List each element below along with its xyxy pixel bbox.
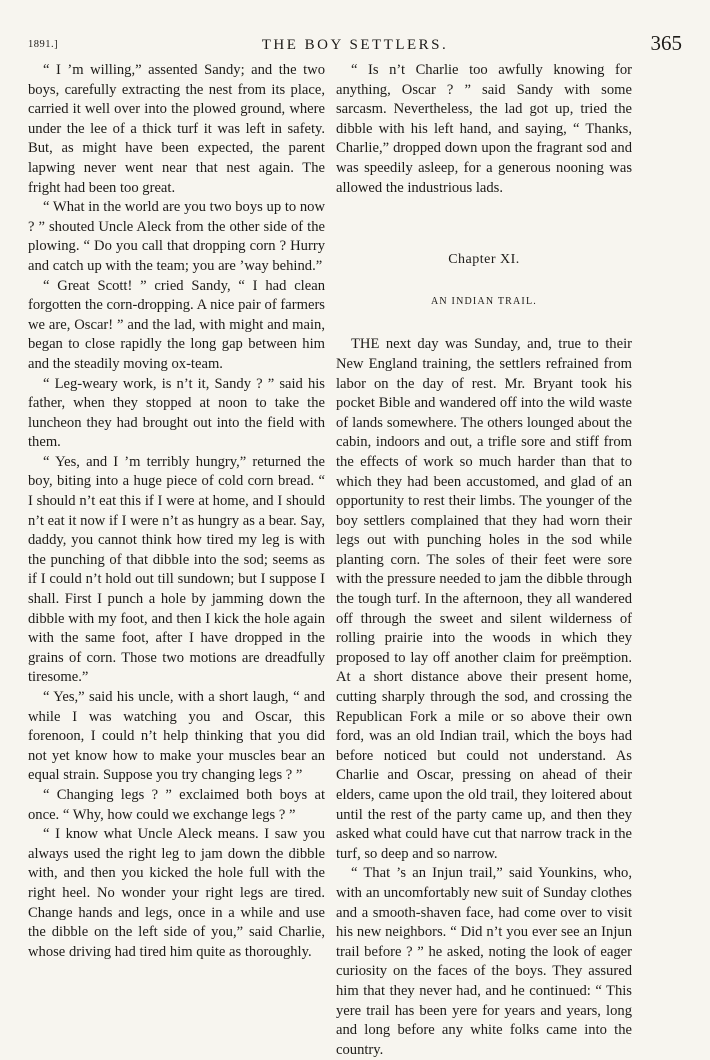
paragraph: “ Leg-weary work, is n’t it, Sandy ? ” said his father, when they stopped at noon to take the luncheon they had brought out into the field with them. <box>28 375 325 451</box>
issue-date: 1891.] <box>28 39 59 50</box>
paragraph: THE next day was Sunday, and, true to their New England training, the settlers refrained from labor on the day of rest. Mr. Bryant took his pocket Bible and wandered off into the wild waste of lands somewhere. The others lounged about the cabin, indoors and out, a trifle sore and stiff from the effects of work so much harder than that to which they had been accustomed, and glad of an opportunity to rest their limbs. The younger of the boy settlers complained that they had worn their legs out with punching holes in the sod while planting corn. The soles of their feet were sore with the pressure needed to jam the dibble through the tough turf. In the afternoon, they all wandered off through the sweet and silent wilderness of rolling prairie into the woods in which they proposed to lay off another claim for preëmption. At a short distance above their present home, cutting sharply through the sod, and crossing the Republican Fork a mile or so above their own ford, was an old Indian trail, which the boys had before noticed but could not understand. As Charlie and Oscar, pressing on ahead of their elders, came upon the old trail, they loitered about until the rest of the party came up, and then they asked what could have cut that narrow track in the turf, so deep and so narrow. <box>336 336 632 862</box>
paragraph: “ I know what Uncle Aleck means. I saw you always used the right leg to jam down the dibble with, and then you kicked the hole full with the right heel. No wonder your right legs are tired. Change hands and legs, once in a while and use the dibble on the left side of you,” said Charlie, whose driving had tired him quite as thoroughly. <box>28 826 325 960</box>
paragraph: “ That ’s an Injun trail,” said Younkins, who, with an uncomfortably new suit of Sunday clothes and a smooth-shaven face, had come over to visit his new neighbors. “ Did n’t you ever see an Injun trail before ? ” he asked, noting the look of eager curiosity on the faces of the boys. They assured him that they never had, and he continued: “ This yere trail has been yere for years and years, long and long before any white folks came into the country. <box>336 865 632 1058</box>
chapter-heading: Chapter XI. <box>448 252 520 268</box>
running-title: THE BOY SETTLERS. <box>261 37 449 53</box>
page-number: 365 <box>650 31 682 55</box>
paragraph: “ Changing legs ? ” exclaimed both boys at once. “ Why, how could we exchange legs ? ” <box>28 786 325 823</box>
paragraph: “ Yes, and I ’m terribly hungry,” returned the boy, biting into a huge piece of cold corn bread. “ I should n’t eat this if I were at home, and I should n’t eat it now if I were n’t as hungry as a bear. Say, daddy, you cannot think how tired my leg is with the punching of that dibble into the sod; seems as if I could n’t hold out till sundown; but I suppose I shall. First I punch a hole by jamming down the dibble with my foot, and then I kick the hole again with the same foot, after I have dropped in the grains of corn. Those two motions are dreadfully tiresome.” <box>28 453 325 686</box>
paragraph: “ I ’m willing,” assented Sandy; and the two boys, carefully extracting the nest from its place, carried it well over into the plowed ground, where under the lee of a thick turf it was left in safety. But, as might have been expected, the parent lapwing never went near that nest again. The fright had been too great. <box>28 62 325 196</box>
paragraph: “ Great Scott! ” cried Sandy, “ I had clean forgotten the corn-dropping. A nice pair of farmers we are, Oscar! ” and the lad, with might and main, began to close rapidly the long gap between him and the steadily moving ox-team. <box>28 277 325 372</box>
paragraph: “ What in the world are you two boys up to now ? ” shouted Uncle Aleck from the other side of the plowing. “ Do you call that dropping corn ? Hurry and catch up with the team; you are ’way behind.” <box>28 199 325 274</box>
left-column <box>28 61 325 962</box>
right-column <box>336 61 632 1060</box>
paragraph: “ Is n’t Charlie too awfully knowing for anything, Oscar ? ” said Sandy with some sarcasm. Nevertheless, the lad got up, tried the dibble with his left hand, and saying, “ Thanks, Charlie,” dropped down upon the fragrant sod and was speedily asleep, for a generous nooning was allowed the industrious lads. <box>336 62 632 196</box>
paragraph: “ Yes,” said his uncle, with a short laugh, “ and while I was watching you and Oscar, this forenoon, I could n’t help thinking that you did not yet know how to make your muscles bear an equal strain. Suppose you try changing legs ? ” <box>28 689 325 784</box>
chapter-subtitle: AN INDIAN TRAIL. <box>431 295 537 307</box>
